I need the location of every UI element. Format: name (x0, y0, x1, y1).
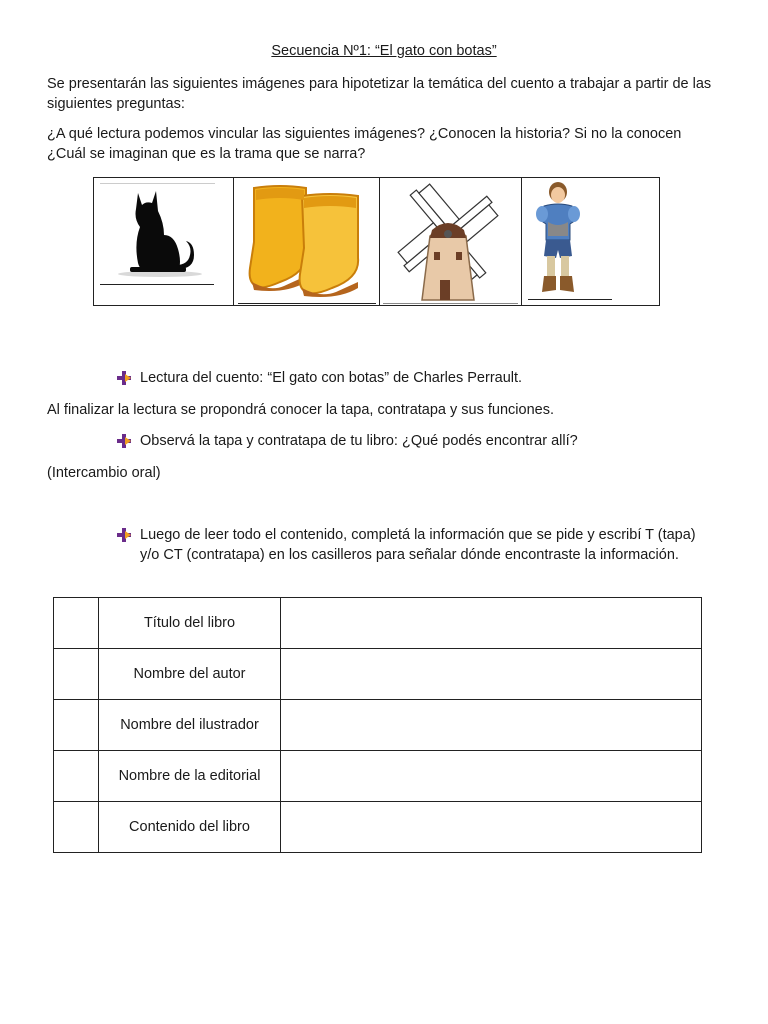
row-label: Contenido del libro (99, 802, 281, 853)
checkbox-cell[interactable] (54, 598, 99, 649)
checkbox-cell[interactable] (54, 802, 99, 853)
after-reading-paragraph: Al finalizar la lectura se propondrá conocer la tapa, contratapa y sus funciones. (47, 402, 554, 418)
image-cell-boots (234, 178, 380, 305)
row-label: Nombre de la editorial (99, 751, 281, 802)
answer-cell[interactable] (281, 700, 702, 751)
questions-paragraph: ¿A qué lectura podemos vincular las siguientes imágenes? ¿Conocen la historia? Si no la conocen ¿Cuál se imaginan que es la trama que se narra? (47, 126, 682, 162)
table-row (54, 751, 702, 802)
answer-cell[interactable] (281, 751, 702, 802)
table-row (54, 649, 702, 700)
image-strip (93, 177, 660, 306)
windmill-icon (386, 180, 516, 304)
image-cell-boy (522, 178, 659, 305)
bullet-text: Luego de leer todo el contenido, completá la información que se pide y escribí T (tapa) y/o CT (contratapa) en los casilleros para señalar dónde encontraste la información. (140, 527, 696, 563)
answer-cell[interactable] (281, 598, 702, 649)
bullet-text: Lectura del cuento: “El gato con botas” de Charles Perrault. (140, 370, 523, 386)
checkbox-cell[interactable] (54, 700, 99, 751)
image-cell-windmill (380, 178, 522, 305)
image-cell-cat (94, 178, 234, 305)
table-row (54, 700, 702, 751)
row-label: Nombre del autor (99, 649, 281, 700)
intro-paragraph: Se presentarán las siguientes imágenes para hipotetizar la temática del cuento a trabajar a partir de las siguientes preguntas: (47, 76, 712, 112)
book-info-table (53, 597, 702, 853)
row-label: Nombre del ilustrador (99, 700, 281, 751)
page-title: Secuencia Nº1: “El gato con botas” (271, 43, 497, 59)
oral-note: (Intercambio oral) (47, 465, 161, 481)
table-row (54, 802, 702, 853)
checkbox-cell[interactable] (54, 649, 99, 700)
arrow-bullet-icon (116, 527, 132, 543)
arrow-bullet-icon (116, 433, 132, 449)
yellow-boots-icon (240, 182, 370, 300)
row-label: Título del libro (99, 598, 281, 649)
arrow-bullet-icon (116, 370, 132, 386)
miller-boy-icon (528, 180, 588, 300)
black-cat-silhouette-icon (108, 183, 208, 278)
answer-cell[interactable] (281, 649, 702, 700)
checkbox-cell[interactable] (54, 751, 99, 802)
bullet-text: Observá la tapa y contratapa de tu libro: ¿Qué podés encontrar allí? (140, 433, 578, 449)
table-row (54, 598, 702, 649)
answer-cell[interactable] (281, 802, 702, 853)
